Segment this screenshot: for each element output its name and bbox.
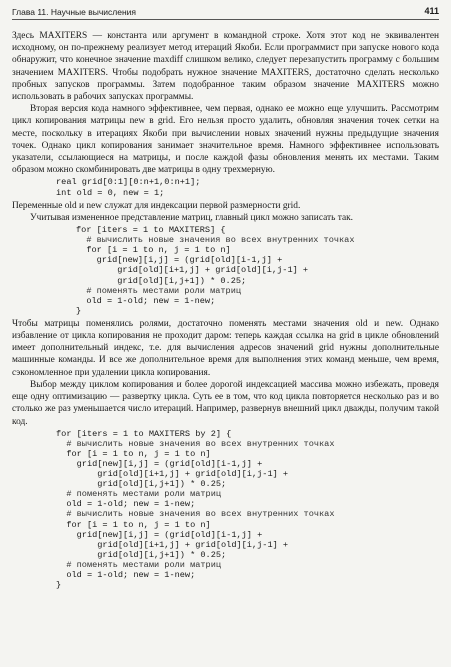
- code-line: grid[new][i,j] = (grid[old][i-1,j] +: [56, 458, 263, 469]
- page-number: 411: [424, 6, 439, 16]
- code-line: grid[old][i+1,j] + grid[old][i,j-1] +: [56, 539, 289, 550]
- code-line: grid[old][i,j+1]) * 0.25;: [56, 549, 227, 560]
- code-block-declaration: [56, 177, 439, 197]
- code-line: for [i = 1 to n, j = 1 to n]: [56, 448, 211, 459]
- code-line: old = 1-old; new = 1-new;: [56, 570, 196, 581]
- code-line: old = 1-old; new = 1-new;: [76, 295, 216, 306]
- code-line: real grid[0:1][0:n+1,0:n+1];: [56, 177, 201, 188]
- code-line: grid[new][i,j] = (grid[old][i-1,j] +: [76, 255, 283, 266]
- page-body: [12, 30, 439, 592]
- code-line: for [iters = 1 to MAXITERS] {: [76, 225, 226, 236]
- paragraph: Выбор между циклом копирования и более дорогой индексацией массива можно избежать, проведя еще одну оптимизацию — развертку цикла. Суть ее в том, что код цикла повторяется несколько раз и во столько же раз уменьшается число итераций. Например, развернув внешний цикл дважды, получим такой код.: [12, 379, 439, 427]
- running-header: [12, 5, 439, 20]
- code-block-main-loop: [76, 225, 439, 316]
- paragraph: Учитывая измененное представление матриц, главный цикл можно записать так.: [30, 212, 354, 223]
- code-line: }: [76, 305, 82, 316]
- code-line: grid[old][i+1,j] + grid[old][i,j-1] +: [56, 469, 289, 480]
- code-line: for [i = 1 to n, j = 1 to n]: [76, 245, 231, 256]
- code-line: for [i = 1 to n, j = 1 to n]: [56, 519, 211, 530]
- code-line: old = 1-old; new = 1-new;: [56, 499, 196, 510]
- paragraph: Вторая версия кода намного эффективнее, чем первая, однако ее можно еще улучшить. Рассмотрим цикл копирования матрицы new в grid. Его нельзя просто удалить, обновляя значения точек сетки на месте, поскольку в итерациях Якоби при вычислении новых значений нужны предыдущие значения точек. Однако цикл копирования занимает значительное время. Намного эффективнее использовать указатели, ссылающиеся на матрицы, и после каждой фазы обновления менять их местами. Таким образом можно скомбинировать две матрицы в одну трехмерную.: [12, 104, 439, 176]
- code-line: grid[old][i+1,j] + grid[old][i,j-1] +: [76, 265, 309, 276]
- paragraph: Здесь MAXITERS — константа или аргумент в командной строке. Хотя этот код не эквивалентен исходному, он по-прежнему реализует метод итераций Якоби. Если программист при запуске нового кода обнаружит, что конечное значение maxdiff слишком велико, следует перезапустить программу с большим значением MAXITERS. Чтобы подобрать нужное значение MAXITERS, достаточно сделать несколько пробных запусков программы. Затем подобранное таким образом значение MAXITERS можно использовать в рабочих запусках программы.: [12, 31, 439, 103]
- paragraph: Переменные old и new служат для индексации первой размерности grid.: [12, 200, 301, 211]
- code-comment: # поменять местами роли матриц: [56, 559, 222, 570]
- code-comment: # вычислить новые значения во всех внутренних точках: [56, 509, 335, 520]
- code-block-unrolled-loop: [56, 429, 439, 591]
- paragraph: Чтобы матрицы поменялись ролями, достаточно поменять местами значения old и new. Однако избавление от цикла копирования не проходит даром: теперь каждая ссылка на grid в цикле обновлений имеет дополнительный индекс, т.е. для вычисления адресов значений grid нужны дополнительные машинные команды. И все же дополнительное время для выполнения этих команд меньше, чем время, сэкономленное при удалении цикла копирования.: [12, 318, 439, 378]
- code-line: grid[new][i,j] = (grid[old][i-1,j] +: [56, 529, 263, 540]
- code-comment: # вычислить новые значения во всех внутренних точках: [56, 438, 335, 449]
- code-comment: # поменять местами роли матриц: [56, 489, 222, 500]
- code-line: }: [56, 580, 62, 591]
- code-comment: # вычислить новые значения во всех внутренних точках: [76, 235, 355, 246]
- code-line: grid[old][i,j+1]) * 0.25;: [76, 275, 247, 286]
- code-line: grid[old][i,j+1]) * 0.25;: [56, 479, 227, 490]
- code-line: int old = 0, new = 1;: [56, 187, 165, 198]
- code-comment: # поменять местами роли матриц: [76, 285, 242, 296]
- code-line: for [iters = 1 to MAXITERS by 2] {: [56, 428, 232, 439]
- chapter-title: Глава 11. Научные вычисления: [12, 7, 136, 17]
